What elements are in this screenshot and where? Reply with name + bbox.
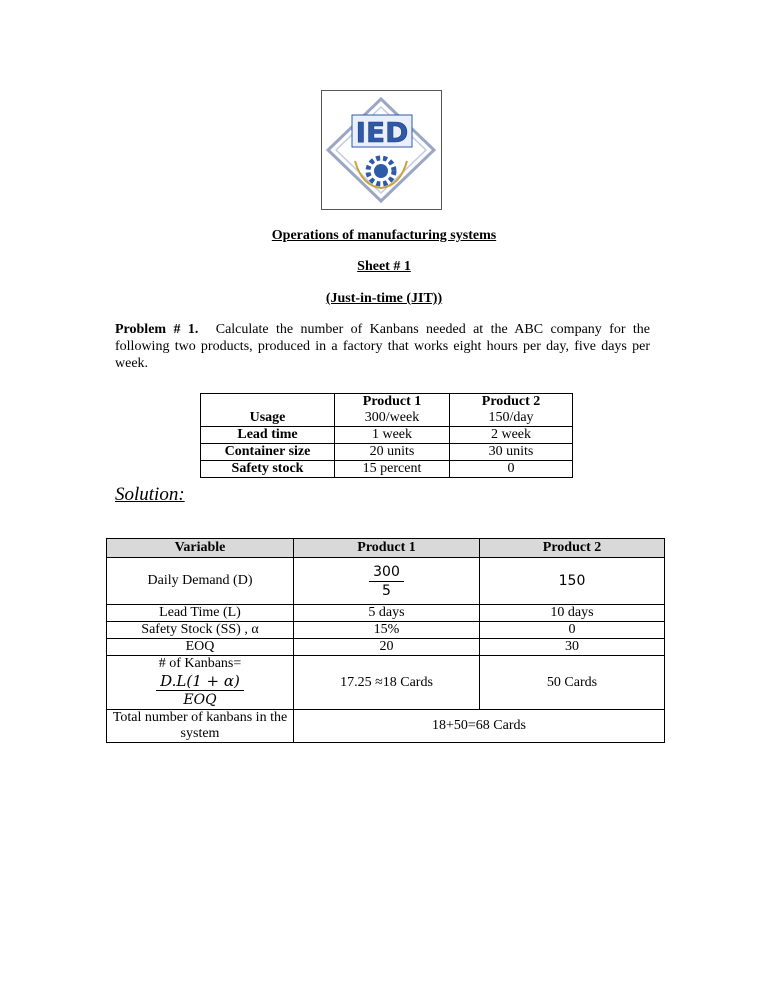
logo-lettering: IED <box>355 116 409 149</box>
row-label: Lead Time (L) <box>107 605 294 622</box>
row-label: Container size <box>201 444 335 461</box>
table-row <box>107 710 665 743</box>
table-row <box>201 461 573 478</box>
row-label <box>107 656 294 710</box>
column-header: Product 1 <box>335 394 450 411</box>
formula-denominator: EOQ <box>183 692 217 708</box>
kanban-formula <box>156 672 244 709</box>
table-cell: 0 <box>480 622 665 639</box>
table-row <box>201 444 573 461</box>
table-row <box>201 427 573 444</box>
table-cell: 5 days <box>294 605 480 622</box>
topic-title: (Just-in-time (JIT)) <box>325 291 443 306</box>
column-header: Product 1 <box>294 539 480 558</box>
sheet-number: Sheet # 1 <box>357 259 411 274</box>
table-cell: 0 <box>450 461 573 478</box>
logo-emblem-icon <box>322 91 441 209</box>
table-row <box>107 558 665 605</box>
problem-statement <box>115 321 650 372</box>
row-label: Safety stock <box>201 461 335 478</box>
table-cell: 30 units <box>450 444 573 461</box>
table-cell: 300/week <box>335 410 450 427</box>
table-cell: 10 days <box>480 605 665 622</box>
table-cell: 2 week <box>450 427 573 444</box>
table-row <box>107 622 665 639</box>
table-cell: 150/day <box>450 410 573 427</box>
course-title: Operations of manufacturing systems <box>271 228 497 243</box>
table-cell: 15 percent <box>335 461 450 478</box>
table-cell <box>294 558 480 605</box>
column-header: Variable <box>107 539 294 558</box>
row-label: Safety Stock (SS) , α <box>107 622 294 639</box>
table-cell: 150 <box>480 558 665 605</box>
table-cell: 17.25 ≈18 Cards <box>294 656 480 710</box>
table-row <box>107 656 665 710</box>
table-row <box>107 639 665 656</box>
table-row <box>201 410 573 427</box>
problem-text: Calculate the number of Kanbans needed at the ABC company for the following two products, produced in a factory that works eight hours per day, five days per week. <box>115 322 650 371</box>
table-cell: 50 Cards <box>480 656 665 710</box>
row-label: Usage <box>201 410 335 427</box>
fraction <box>369 563 404 600</box>
table-header-row <box>107 539 665 558</box>
table-cell: 15% <box>294 622 480 639</box>
table-cell: 20 <box>294 639 480 656</box>
fraction-numerator: 300 <box>369 563 404 582</box>
total-value: 18+50=68 Cards <box>294 710 665 743</box>
row-label: Total number of kanbans in the system <box>107 710 294 743</box>
column-header: Product 2 <box>450 394 573 411</box>
kanban-label: # of Kanbans= <box>158 656 242 671</box>
table-row <box>107 605 665 622</box>
column-header: Product 2 <box>480 539 665 558</box>
row-label: Lead time <box>201 427 335 444</box>
table-cell: 20 units <box>335 444 450 461</box>
table-cell: 1 week <box>335 427 450 444</box>
row-label: Daily Demand (D) <box>107 558 294 605</box>
solution-heading: Solution: <box>115 484 185 505</box>
row-label: EOQ <box>107 639 294 656</box>
table-row <box>201 394 573 411</box>
solution-table <box>106 538 665 743</box>
problem-label: Problem # 1. <box>115 322 199 337</box>
department-logo <box>321 90 442 210</box>
formula-numerator: D.L(1 + α) <box>156 672 244 691</box>
fraction-denominator: 5 <box>382 582 391 599</box>
table-cell: 30 <box>480 639 665 656</box>
given-data-table <box>200 393 573 478</box>
